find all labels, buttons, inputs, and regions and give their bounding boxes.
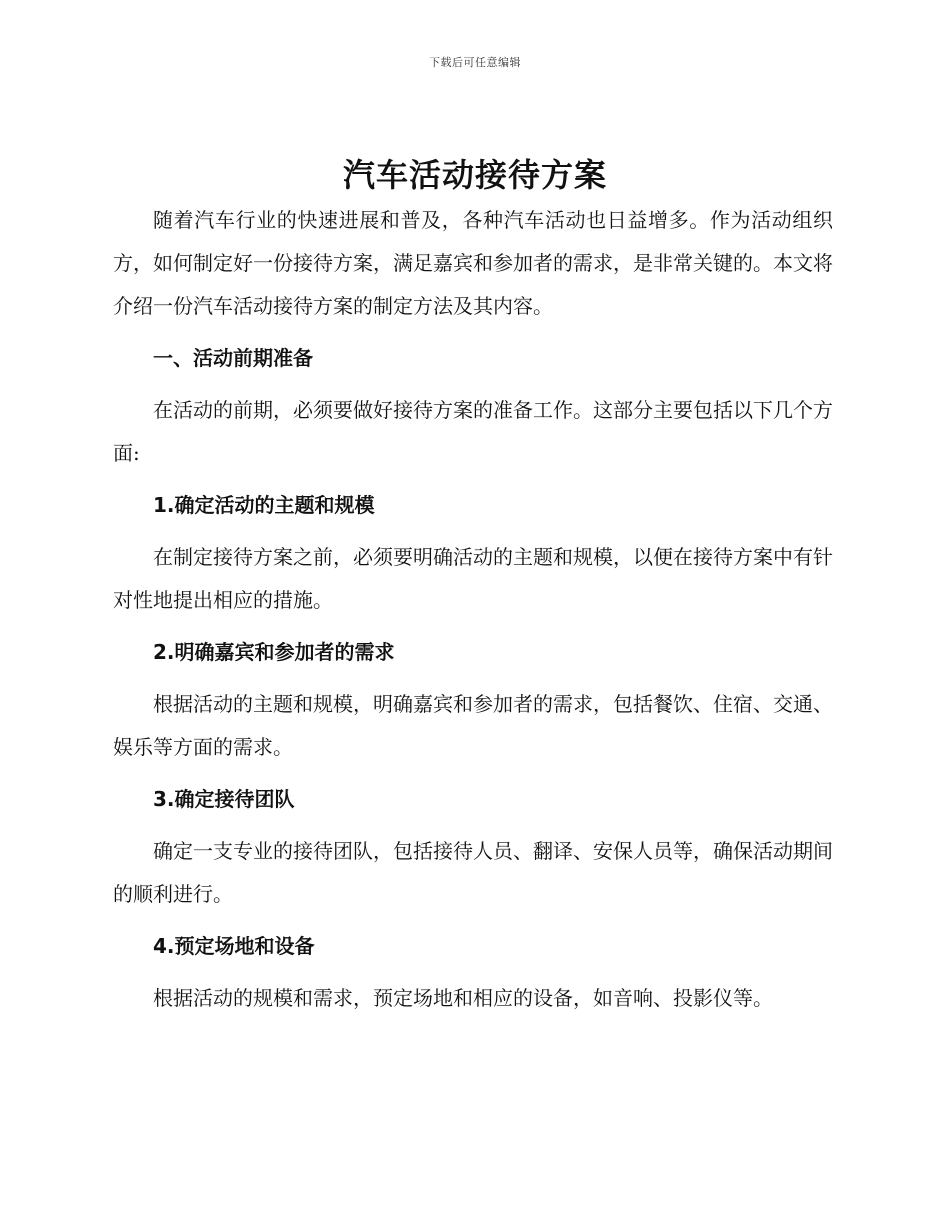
subsection-heading: 1.确定活动的主题和规模 (153, 493, 375, 517)
document-body (113, 199, 833, 1020)
section-heading: 一、活动前期准备 (153, 346, 313, 370)
subsection-heading: 2.明确嘉宾和参加者的需求 (153, 640, 395, 664)
subsection-paragraph: 确定一支专业的接待团队，包括接待人员、翻译、安保人员等，确保活动期间的顺利进行。 (113, 839, 833, 906)
subsection-paragraph: 根据活动的规模和需求，预定场地和相应的设备，如音响、投影仪等。 (153, 986, 773, 1010)
intro-paragraph: 随着汽车行业的快速进展和普及，各种汽车活动也日益增多。作为活动组织方，如何制定好一份接待方案，满足嘉宾和参加者的需求，是非常关键的。本文将介绍一份汽车活动接待方案的制定方法及其内容。 (113, 208, 833, 318)
section-intro-paragraph: 在活动的前期，必须要做好接待方案的准备工作。这部分主要包括以下几个方面: (113, 398, 833, 465)
subsection-paragraph: 在制定接待方案之前，必须要明确活动的主题和规模，以便在接待方案中有针对性地提出相应的措施。 (113, 545, 833, 612)
subsection-heading: 4.预定场地和设备 (153, 934, 315, 958)
subsection-paragraph: 根据活动的主题和规模，明确嘉宾和参加者的需求，包括餐饮、住宿、交通、娱乐等方面的需求。 (113, 692, 833, 759)
subsection-heading: 3.确定接待团队 (153, 787, 295, 811)
header-note: 下载后可任意编辑 (429, 56, 521, 69)
document-title: 汽车活动接待方案 (342, 156, 607, 194)
